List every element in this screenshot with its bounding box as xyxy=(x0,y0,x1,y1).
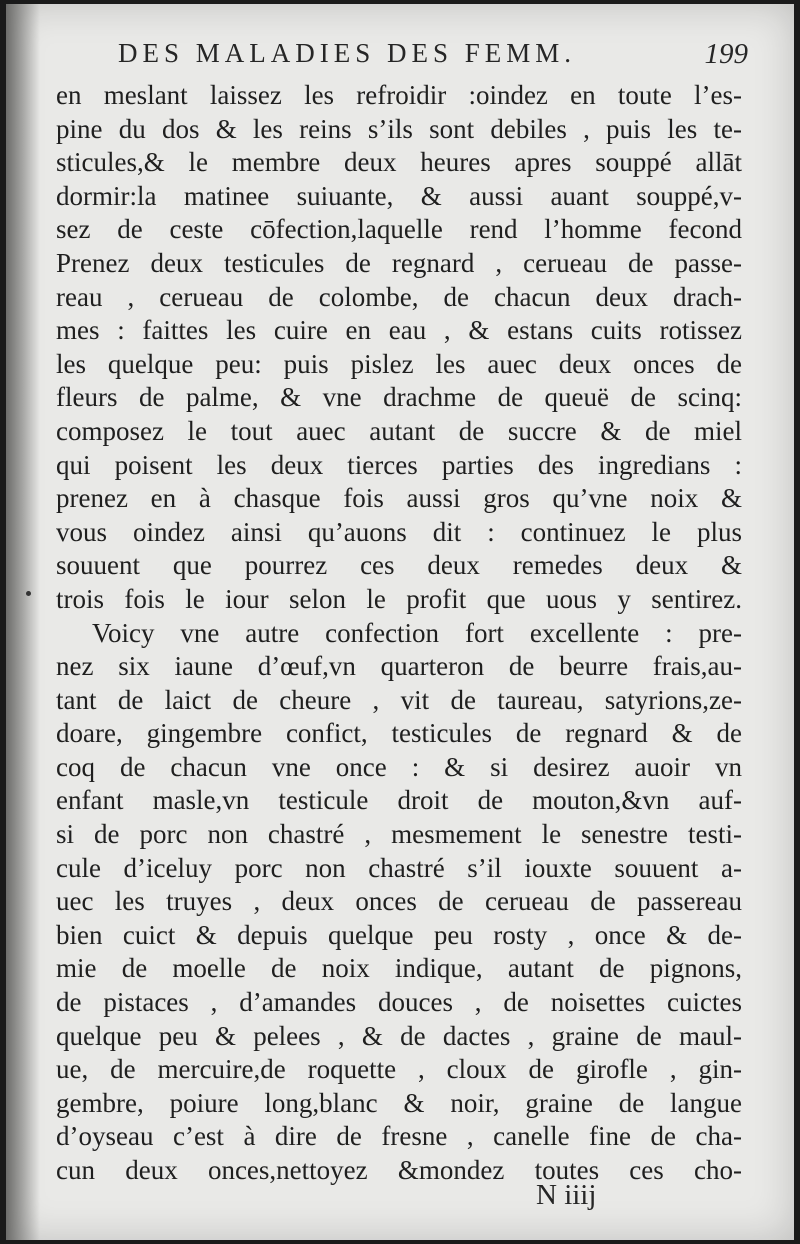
text-line: uec les truyes , deux onces de cerueau de passereau xyxy=(56,886,742,917)
text-line: d’oyseau c’est à dire de fresne , canelle fine de cha- xyxy=(56,1121,742,1152)
text-line: pine du dos & les reins s’ils sont debiles , puis les te- xyxy=(56,113,742,144)
text-line: mes : faittes les cuire en eau , & estans cuits rotissez xyxy=(56,315,742,346)
book-page xyxy=(6,4,794,1240)
text-line: prenez en à chasque fois aussi gros qu’vne noix & xyxy=(56,483,742,514)
text-line: sticules,& le membre deux heures apres souppé allāt xyxy=(56,147,742,178)
text-line: gembre, poiure long,blanc & noir, graine de langue xyxy=(56,1087,742,1118)
text-line: en meslant laissez les refroidir :oindez en toute l’es- xyxy=(56,80,742,110)
text-line: enfant masle,vn testicule droit de mouton,&vn auf- xyxy=(56,785,742,816)
page-header xyxy=(118,38,748,78)
text-line: souuent que pourrez ces deux remedes deux & xyxy=(56,550,742,581)
text-line: tant de laict de cheure , vit de taureau, satyrions,ze- xyxy=(56,684,742,715)
text-line: de pistaces , d’amandes douces , de noisettes cuictes xyxy=(56,987,742,1018)
text-line: si de porc non chastré , mesmement le senestre testi- xyxy=(56,819,742,850)
text-line: coq de chacun vne once : & si desirez auoir vn xyxy=(56,751,742,782)
text-line: Prenez deux testicules de regnard , cerueau de passe- xyxy=(56,247,742,278)
text-line: bien cuict & depuis quelque peu rosty , once & de- xyxy=(56,919,742,950)
text-line: nez six iaune d’œuf,vn quarteron de beurre frais,au- xyxy=(56,651,742,682)
text-line: vous oindez ainsi qu’auons dit : continuez le plus xyxy=(56,516,742,547)
text-line: les quelque peu: puis pislez les auec deux onces de xyxy=(56,348,742,379)
signature-mark: N iiij xyxy=(536,1179,597,1211)
text-line: doare, gingembre confict, testicules de regnard & de xyxy=(56,718,742,749)
text-line: cun deux onces,nettoyez &mondez toutes ces cho- xyxy=(56,1155,742,1185)
margin-dot xyxy=(26,591,31,596)
text-line: qui poisent les deux tierces parties des ingredians : xyxy=(56,449,742,480)
text-line: composez le tout auec autant de succre & de miel xyxy=(56,415,742,446)
running-title: DES MALADIES DES FEMM. xyxy=(118,38,577,68)
text-line: quelque peu & pelees , & de dactes , graine de maul- xyxy=(56,1020,742,1051)
text-line: fleurs de palme, & vne drachme de queuë de scinq: xyxy=(56,382,742,413)
text-line: sez de ceste cōfection,laquelle rend l’homme fecond xyxy=(56,214,742,245)
paragraph-start-line: Voicy vne autre confection fort excellente : pre- xyxy=(92,617,742,648)
text-line: ue, de mercuire,de roquette , cloux de girofle , gin- xyxy=(56,1054,742,1085)
body-text xyxy=(56,79,742,1188)
text-line: mie de moelle de noix indique, autant de pignons, xyxy=(56,953,742,984)
text-line: dormir:la matinee suiuante, & aussi auant souppé,v- xyxy=(56,180,742,211)
page-number: 199 xyxy=(704,38,748,70)
text-line: reau , cerueau de colombe, de chacun deux drach- xyxy=(56,281,742,312)
gutter-shadow xyxy=(6,4,40,1240)
text-line: cule d’iceluy porc non chastré s’il iouxte souuent a- xyxy=(56,852,742,883)
text-line: trois fois le iour selon le profit que uous y sentirez. xyxy=(56,583,742,614)
